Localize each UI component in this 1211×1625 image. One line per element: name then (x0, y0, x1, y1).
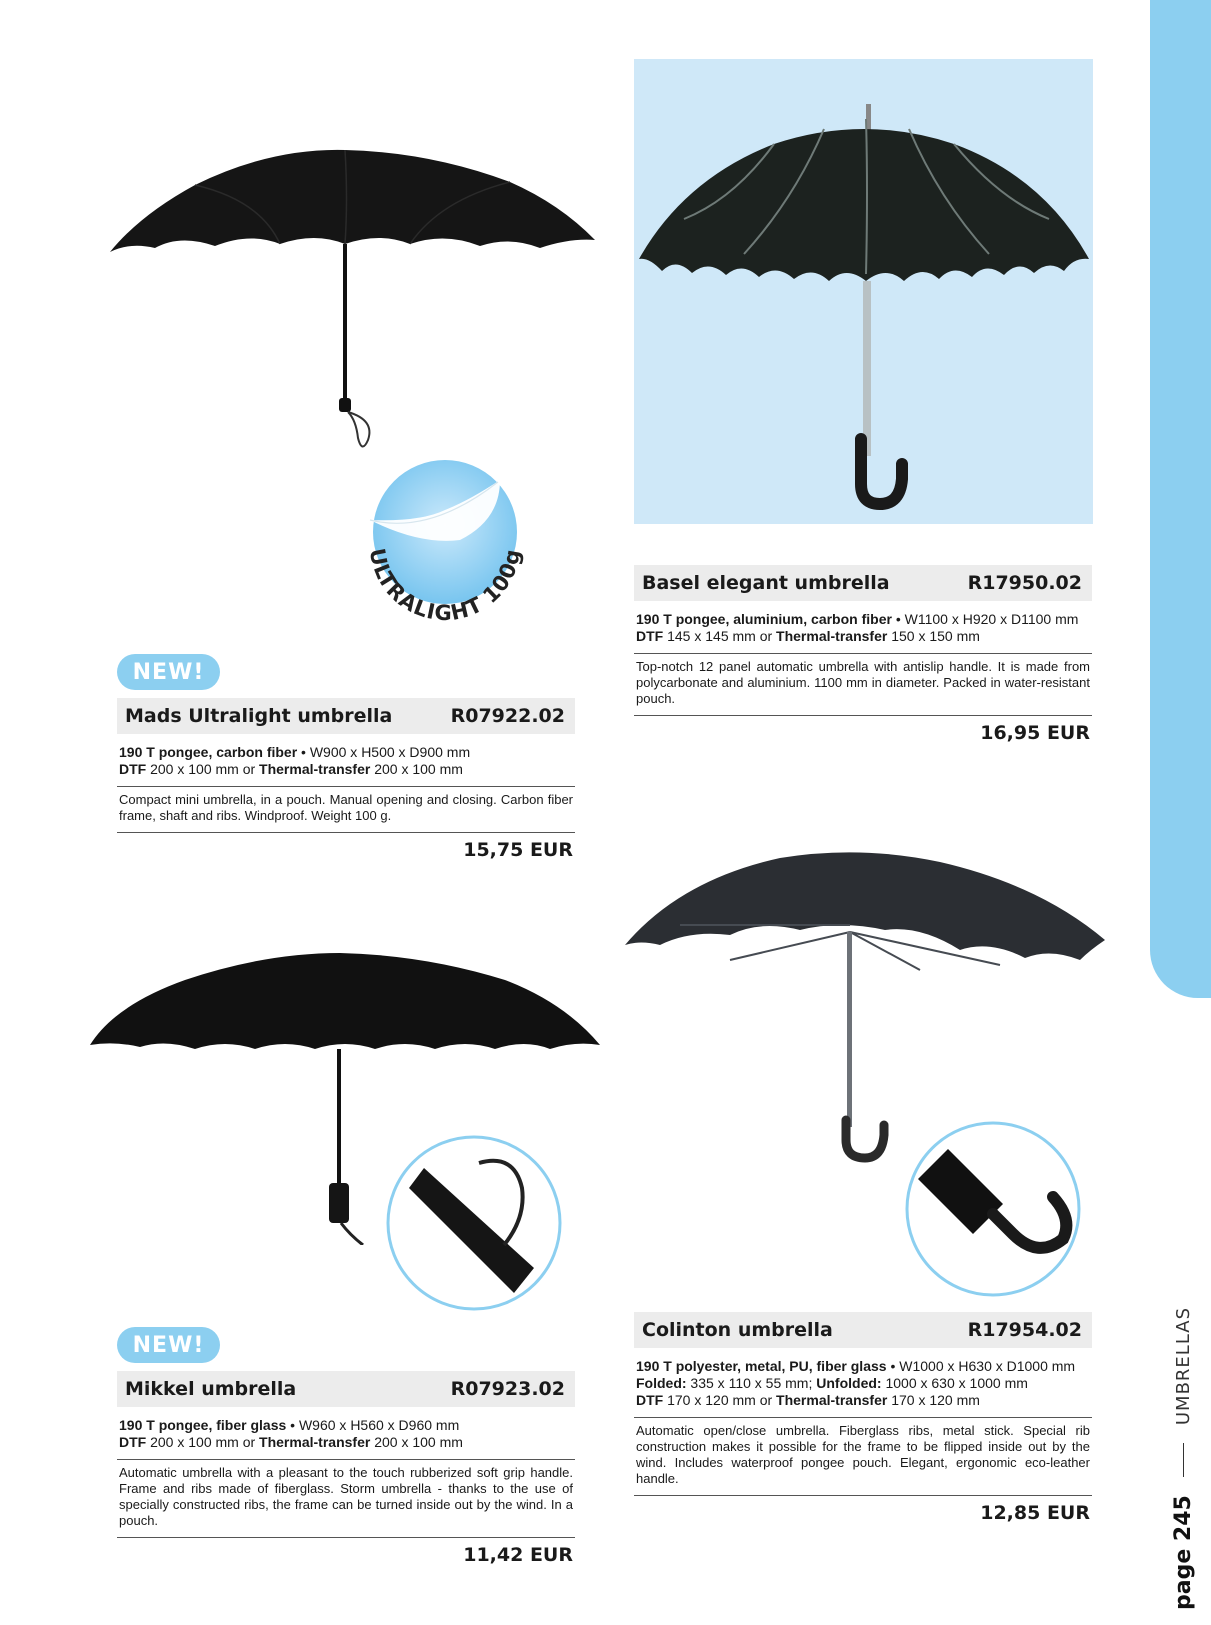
product-code: R07923.02 (450, 1378, 565, 1400)
mikkel-folded-detail-image (384, 1133, 564, 1313)
category-side-tab (1150, 0, 1211, 998)
product-specs: 190 T pongee, aluminium, carbon fiber • W1100 x H920 x D1100 mm DTF 145 x 145 mm or Thermal-transfer 150 x 150 mm (636, 611, 1079, 644)
new-badge: NEW! (117, 1327, 220, 1363)
product-name: Basel elegant umbrella (642, 572, 890, 594)
product-basel (634, 565, 1092, 744)
product-mads (117, 698, 575, 861)
product-header (117, 1371, 575, 1407)
product-code: R17954.02 (967, 1319, 1082, 1341)
product-name: Mikkel umbrella (125, 1378, 297, 1400)
product-specs: 190 T polyester, metal, PU, fiber glass • W1000 x H630 x D1000 mm Folded: 335 x 110 x 55 mm; Unfolded: 1000 x 630 x 1000 mm DTF 170 x 120 mm or Thermal-transfer 170 x 120 mm (636, 1358, 1076, 1408)
product-header (634, 1312, 1092, 1348)
product-specs: 190 T pongee, fiber glass • W960 x H560 x D960 mm DTF 200 x 100 mm or Thermal-transfer 200 x 100 mm (119, 1417, 463, 1450)
ultralight-feather-badge (350, 450, 540, 640)
product-header (634, 565, 1092, 601)
product-code: R07922.02 (450, 705, 565, 727)
product-mikkel (117, 1371, 575, 1566)
product-price: 11,42 EUR (463, 1544, 573, 1566)
product-description: Automatic open/close umbrella. Fiberglass ribs, metal stick. Special rib construction makes it possible for the frame to be flipped inside out by the wind. Includes waterproof pongee pouch. Elegant, ergonomic eco-leather handle. (636, 1423, 1090, 1486)
product-colinton (634, 1312, 1092, 1524)
page-number: page 245 (1170, 1495, 1196, 1610)
product-price: 15,75 EUR (463, 839, 573, 861)
product-header (117, 698, 575, 734)
colinton-handle-detail-image (903, 1119, 1083, 1299)
product-code: R17950.02 (967, 572, 1082, 594)
product-description: Automatic umbrella with a pleasant to the touch rubberized soft grip handle. Frame and ribs made of fiberglass. Storm umbrella - thanks to the use of specially constructed ribs, the frame can be turned inside out by the wind. In a pouch. (119, 1465, 573, 1528)
product-name: Mads Ultralight umbrella (125, 705, 393, 727)
basel-umbrella-image (634, 59, 1093, 524)
product-name: Colinton umbrella (642, 1319, 833, 1341)
product-specs: 190 T pongee, carbon fiber • W900 x H500 x D900 mm DTF 200 x 100 mm or Thermal-transfer 200 x 100 mm (119, 744, 471, 777)
page-footer-label (1168, 1250, 1198, 1610)
product-description: Compact mini umbrella, in a pouch. Manual opening and closing. Carbon fiber frame, shaft and ribs. Windproof. Weight 100 g. (119, 792, 573, 823)
ultralight-label: ULTRALIGHT 100g (364, 546, 526, 626)
category-name: UMBRELLAS (1172, 1306, 1194, 1426)
product-price: 16,95 EUR (980, 722, 1090, 744)
mads-umbrella-image (100, 120, 610, 460)
new-badge: NEW! (117, 654, 220, 690)
product-price: 12,85 EUR (980, 1502, 1090, 1524)
product-description: Top-notch 12 panel automatic umbrella with antislip handle. It is made from polycarbonate and aluminium. 1100 mm in diameter. Packed in water-resistant pouch. (636, 659, 1090, 706)
separator-line (1183, 1443, 1184, 1477)
